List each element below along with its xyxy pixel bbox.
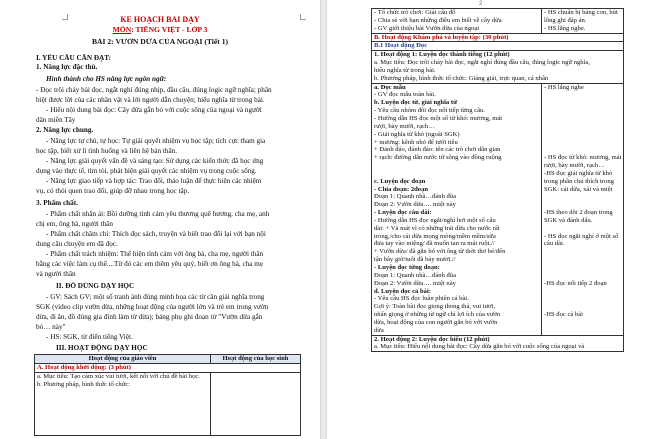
teacher-line: dừa, hoạt động của con người gắn bó với vườn: [374, 318, 498, 326]
table-cell: [372, 9, 542, 34]
table-line: a. Mục tiêu: Hiểu nội dung bài đọc: Cây dừa gắn bó với cuộc sống của ngoại và: [374, 343, 585, 351]
teacher-line: - Chia đoạn: 2đoạn: [374, 185, 429, 193]
teacher-line: + mương: kênh nhỏ để tưới tiêu: [374, 138, 458, 146]
teacher-line: + Vườn dừa/ đã gắn bó với ông từ thời thơ bé/đến: [374, 248, 506, 256]
paragraph-line: - Phẩm chất trách nhiệm: Thể hiện tình cảm với ông bà, cha mẹ, người thân: [46, 250, 264, 258]
teacher-line: - Luyện đọc từng đoạn:: [374, 264, 440, 271]
student-activity-cell: [542, 83, 624, 335]
activity-title: 1. Hoạt động 1: Luyện đọc thành tiếng (12 phút): [374, 51, 510, 59]
activity-2-header: [372, 335, 624, 352]
document-page-1: [0, 0, 320, 439]
blank-line: [544, 139, 621, 147]
table-line: a. Mục tiêu: Đọc trôi chảy bài đọc, ngắt nghỉ đúng đầu câu, đúng logic ngữ nghĩa,: [374, 59, 590, 67]
paragraph-line: và người thân: [36, 270, 76, 278]
blank-line: [544, 303, 621, 311]
blank-line: [544, 99, 621, 107]
student-line: trong phần chú thích trong: [544, 177, 614, 185]
student-line: - HS đọc từ khó: mương, mát: [544, 154, 621, 162]
student-line: SGK và đánh dấu.: [544, 216, 593, 224]
teacher-line: nhấn giọng ở những từ ngữ chỉ lợi ích của vườn: [374, 311, 501, 319]
teacher-line: tận bây giờ/tuổi đã bảy mươi.//: [374, 256, 456, 264]
teacher-line: d. Luyện đọc cả bài:: [374, 287, 431, 295]
blank-line: [544, 288, 621, 296]
student-line: - HS đọc ngắt nghỉ ở một số: [544, 232, 619, 240]
activity-1-header: [372, 51, 624, 83]
table-line: b. Phương pháp, hình thức tổ chức: Giảng giải, trực quan, cá nhân: [374, 74, 549, 82]
activity-title: 2. Hoạt động 2: Luyện đọc hiểu (12 phút): [374, 335, 490, 343]
table-line: - GV giới thiệu bài Vườn dừa của ngoại: [374, 24, 480, 32]
student-line: -HS đọc giải nghĩa từ khó: [544, 169, 613, 177]
section-heading: I. YÊU CẦU CẦN ĐẠT:: [36, 54, 111, 62]
blank-line: [544, 115, 621, 123]
table-section-a: A. Hoạt động khởi động: (3 phút): [35, 363, 301, 372]
teacher-line: - Yêu cầu HS đọc luân phiên cả bài.: [374, 295, 469, 303]
teacher-line: + Đánh đáo, đánh đáo: tên các trò chơi dân gian: [374, 146, 501, 154]
table-line: lông ghi đáp án.: [544, 16, 587, 24]
blank-line: [544, 248, 621, 256]
table-line: b. Phương pháp, hình thức tổ chức:: [37, 380, 130, 388]
paragraph-line: - Năng lực giải quyết vấn đề và sáng tạo: Sử dụng các kiến thức đã học ứng: [46, 157, 264, 165]
student-line: -HS theo dõi 2 đoạn trong: [544, 209, 613, 217]
table-line: a. Mục tiêu: Tạo cảm xúc vui tươi, kết nối với chủ đề bài học.: [37, 372, 200, 380]
teacher-line: Đoạn 1: Quanh nhà…đánh đũa: [374, 193, 457, 201]
blank-line: [544, 264, 621, 272]
blank-line: [544, 319, 621, 327]
student-line: rượi, bày mười, rạch…: [544, 162, 605, 170]
sub-heading: 2. Năng lực chung.: [36, 126, 94, 134]
student-line: - HS lắng nghe: [544, 83, 584, 91]
sub-heading: 3. Phẩm chất.: [36, 199, 78, 207]
teacher-line: a. Đọc mẫu: [374, 83, 406, 91]
teacher-line: Đoạn 1: Quanh nhà…đánh đũa: [374, 271, 457, 279]
teacher-line: [374, 162, 539, 170]
table-line: hiểu nghĩa từ trong bài.: [374, 66, 436, 74]
teacher-line: dài: + Và mát vì có những trái dừa cho nước rất: [374, 224, 500, 232]
student-line: câu dài.: [544, 240, 565, 248]
paragraph-line: - Năng lực tự chủ, tự học: Tự giải quyết nhiệm vụ học tập; tích cực tham gia: [46, 137, 266, 145]
subject-line: MÔN: TIẾNG VIỆT - LỚP 3: [112, 26, 208, 34]
table-cell: [542, 9, 624, 34]
paragraph-line: dân miền Tây: [36, 116, 76, 124]
teacher-line: rượi, bày mười, rạch…: [374, 122, 435, 130]
table-line: - Chia sẻ với bạn những điều em biết về cây dừa: [374, 16, 502, 24]
paragraph-line: - Phẩm chất nhân ái: Bồi dưỡng tình cảm yêu thương quê hương, cha mẹ, anh: [46, 210, 270, 218]
blank-line: [544, 327, 621, 335]
paragraph-line: dung câu chuyện em đã đọc.: [36, 240, 118, 248]
table-section-b: B. Hoạt động Khám phá và luyện tập: (30 phút): [372, 33, 624, 42]
blank-line: [544, 107, 621, 115]
paragraph-line: - HS: SGK, từ điển tiếng Việt.: [46, 333, 133, 341]
section-heading: III. HOẠT ĐỘNG DẠY HỌC: [56, 344, 148, 352]
paragraph-line: chị em, ông bà, người thân: [36, 220, 113, 228]
blank-line: [544, 256, 621, 264]
table-line: - Tổ chức trò chơi: Giải câu đố: [374, 9, 456, 16]
blank-line: [544, 225, 621, 233]
paragraph-line: bó… này": [36, 323, 66, 331]
blank-line: [544, 91, 621, 99]
paragraph-line: - Đọc trôi chảy bài đọc, ngắt nghỉ đúng nhịp, đầu câu, đúng logic ngữ nghĩa; phân: [36, 86, 272, 94]
table-cell: [211, 372, 301, 436]
table-line: - HS chuẩn bị bảng con, bút: [544, 9, 618, 16]
paragraph-line: - Hiểu nội dung bài đọc: Cây dừa gắn bó với cuộc sống của ngoại và người: [46, 106, 262, 114]
paragraph-line: vụ, có thói quen trao đổi, giúp đỡ nhau trong học tập.: [36, 187, 190, 195]
teacher-line: - GV đọc mẫu toàn bài.: [374, 91, 436, 99]
table-header-teacher: Hoạt động của giáo viên: [35, 355, 211, 364]
document-page-2: [327, 0, 650, 439]
teacher-line: Gợi ý: Toàn bài đọc giọng thong thả, vui tươi,: [374, 303, 496, 311]
blank-line: [544, 272, 621, 280]
paragraph-line: biệt được lời của các nhân vật và lời người dẫn chuyện; hiểu nghĩa từ trong bài.: [36, 96, 265, 104]
teacher-line: - Luyện đọc câu dài:: [374, 209, 432, 217]
blank-line: [544, 193, 621, 201]
paragraph-line: dừa, đi ăn, đồ dùng gia đình làm từ dừa); bảng phụ ghi đoạn từ "Vườn dừa gắn: [36, 313, 263, 321]
paragraph-line: SGK (video clip vườn dừa, những hoạt động của người lớn và trẻ em trong vườn: [36, 303, 269, 311]
table-cell: [35, 372, 211, 436]
blank-line: [544, 201, 621, 209]
teacher-line: Đoạn 2: Vườn dừa…. miệt này: [374, 201, 456, 209]
paragraph-line: bằng các việc làm cụ thể....Từ đó các em thêm yêu quý, biết ơn ông bà, cha mẹ: [36, 260, 264, 268]
paragraph-line: - Phẩm chất chăm chỉ: Thích đọc sách, truyện và biết trao đổi lại với bạn nội: [46, 230, 266, 238]
blank-line: [544, 295, 621, 303]
teacher-line: đưa tay vào miệng/ đã muốn tan ra mát ruột.//: [374, 240, 495, 248]
page-number: 2: [479, 1, 483, 7]
continued-table-top: [371, 8, 624, 352]
student-line: SGK: cải dừa, xái và miệt: [544, 185, 613, 193]
paragraph-line: học tập, biết xử lí tình huống và liên hệ bản thân.: [36, 147, 178, 155]
lesson-table: [34, 354, 301, 436]
paragraph-line: - Năng lực giao tiếp và hợp tác: Trao đổi, thảo luận để thực hiện các nhiệm: [46, 177, 262, 185]
document-title: KẾ HOẠCH BÀI DẠY: [120, 16, 200, 24]
blank-line: [544, 131, 621, 139]
paragraph-line: dụng vào thực tế, tìm tòi, phát hiện giải quyết các nhiệm vụ trong cuộc sống.: [36, 167, 257, 175]
teacher-activity-cell: [372, 83, 542, 335]
blank-line: [544, 123, 621, 131]
teacher-line: - Hướng dẫn HS đọc ngắt/nghỉ hơi một số câu: [374, 216, 496, 224]
teacher-line: Đoạn 2: Vườn dừa…. miệt này: [374, 279, 456, 287]
sub-heading: Hình thành cho HS năng lực ngôn ngữ:: [46, 75, 167, 83]
table-header-student: Hoạt động của học sinh: [211, 355, 301, 364]
teacher-line: - Hướng dẫn HS đọc một số từ khó: mương, mát: [374, 114, 503, 122]
teacher-line: c. Luyện đọc đoạn: [374, 177, 426, 185]
table-line: - HS lắng nghe.: [544, 24, 586, 32]
lesson-title: BÀI 2: VƯỜN DỪA CỦA NGOẠI (Tiết 1): [91, 38, 229, 46]
teacher-line: b. Luyện đọc từ, giải nghĩa từ: [374, 99, 458, 107]
teacher-line: [374, 170, 539, 178]
paragraph-line: - GV: Sách GV; một số tranh ảnh đúng minh họa các từ cần giải nghĩa trong: [46, 293, 265, 301]
student-line: -HS đọc cả bài: [544, 311, 583, 319]
teacher-line: - Yêu cầu nhóm đôi đọc nối tiếp từng câu.: [374, 107, 485, 115]
table-subsection-b1: B.1 Hoạt động Đọc: [372, 42, 624, 51]
sub-heading: 1. Năng lực đặc thù.: [36, 63, 98, 71]
teacher-line: - Giải nghĩa từ khó (ngoài SGK): [374, 130, 460, 138]
section-heading: II. ĐỒ DÙNG DẠY HỌC: [56, 282, 135, 290]
blank-line: [544, 146, 621, 154]
student-line: -HS đọc nối tiếp 2 đoạn: [544, 279, 607, 287]
teacher-line: + rạch: đường dẫn nước từ sông vào đồng ruộng: [374, 154, 502, 162]
teacher-line: dừa: [374, 326, 384, 334]
teacher-line: trong,/cho cái dừa mọng mòng/mềm mềm/sữa: [374, 232, 496, 240]
